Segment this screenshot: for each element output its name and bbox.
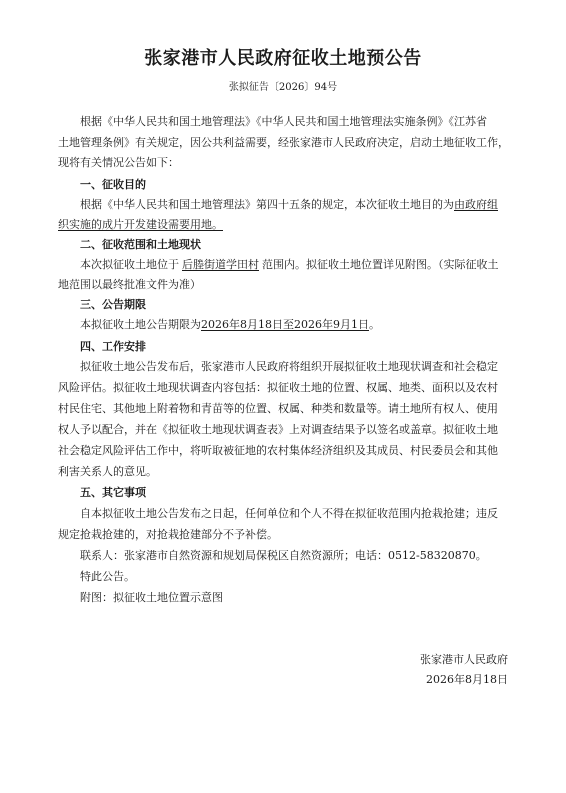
scope-line-2: 地范围以最终批准文件为准） [58, 278, 201, 291]
work-line-3: 村民住宅、其他地上附着物和青苗等的位置、权属、种类和数量等。请土地所有权人、使用 [58, 402, 498, 415]
purpose-line-2 [58, 217, 518, 233]
section-heading-scope: 二、征收范围和土地现状 [80, 238, 201, 251]
signature-org: 张家港市人民政府 [420, 653, 508, 666]
notice-line: 特此公告。 [80, 570, 135, 583]
other-line-2: 规定抢栽抢建的，对抢栽抢建部分不予补偿。 [58, 528, 278, 541]
purpose-underlined-2: 织实施的成片开发建设需要用地。 [58, 218, 223, 231]
work-line-6: 利害关系人的意见。 [58, 465, 157, 478]
period-line-1 [58, 317, 518, 333]
work-line-1: 拟征收土地公告发布后，张家港市人民政府将组织开展拟征收土地现状调查和社会稳定 [80, 360, 498, 373]
work-line-2: 风险评估。拟征收土地现状调查内容包括：拟征收土地的位置、权属、地类、面积以及农村 [58, 381, 498, 394]
scope-location: 后塍街道学田村 [182, 258, 259, 271]
purpose-underlined-1: 由政府组 [454, 198, 498, 211]
other-line-1: 自本拟征收土地公告发布之日起，任何单位和个人不得在拟征收范围内抢栽抢建；违反 [80, 507, 498, 520]
section-heading-other: 五、其它事项 [80, 486, 146, 499]
period-text-pre: 本拟征收土地公告期限为 [80, 318, 201, 331]
intro-line-3: 现将有关情况公告如下： [58, 156, 179, 169]
signature-date: 2026年8月18日 [426, 673, 508, 686]
scope-text-post: 范围内。拟征收土地位置详见附图。（实际征收土 [262, 258, 499, 271]
section-heading-work: 四、工作安排 [80, 340, 146, 353]
work-line-5: 社会稳定风险评估工作中，将听取被征地的农村集体经济组织及其成员、村民委员会和其他 [58, 444, 498, 457]
contact-line: 联系人：张家港市自然资源和规划局保税区自然资源所；电话：0512-58320870。 [80, 549, 487, 562]
period-text-post: 。 [368, 318, 380, 331]
intro-line-2: 土地管理条例》有关规定，因公共利益需要，经张家港市人民政府决定，启动土地征收工作， [58, 136, 509, 149]
work-line-4: 权人予以配合，并在《拟征收土地现状调查表》上对调查结果予以签名或盖章。拟征收土地 [58, 423, 498, 436]
scope-line-1 [58, 257, 518, 273]
purpose-line-1 [58, 197, 518, 213]
period-dates: 2026年8月18日至2026年9月1日 [201, 318, 369, 331]
document-number: 张拟征告〔2026〕94号 [228, 82, 338, 93]
purpose-text: 根据《中华人民共和国土地管理法》第四十五条的规定，本次征收土地目的为 [80, 198, 454, 211]
document-title: 张家港市人民政府征收土地预公告 [144, 48, 422, 69]
section-heading-purpose: 一、征收目的 [80, 178, 146, 191]
scope-text-pre: 本次拟征收土地位于 [80, 258, 179, 271]
intro-line-1: 根据《中华人民共和国土地管理法》《中华人民共和国土地管理法实施条例》《江苏省 [80, 115, 487, 128]
attachment-line: 附图：拟征收土地位置示意图 [80, 591, 223, 604]
section-heading-period: 三、公告期限 [80, 298, 146, 311]
